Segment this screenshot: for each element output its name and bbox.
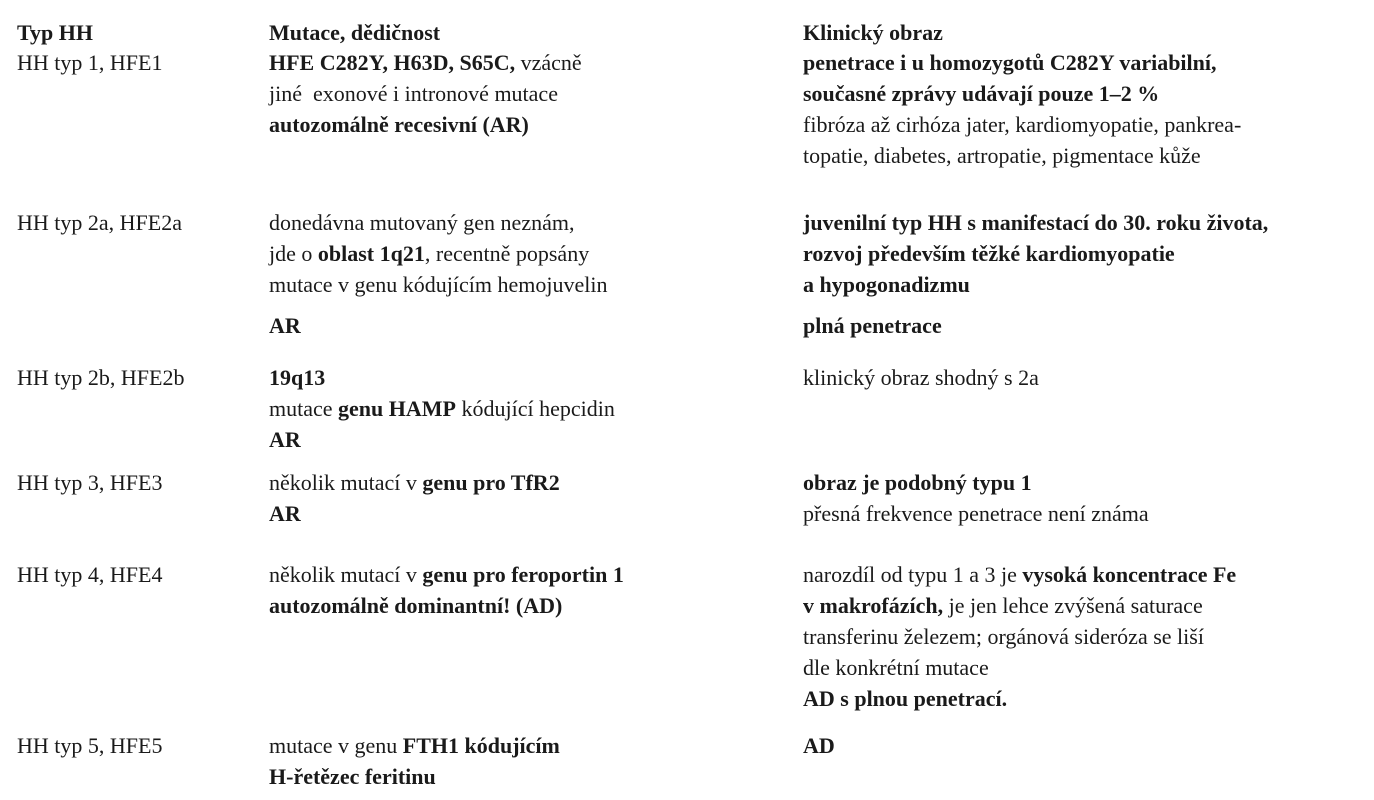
text-segment: AR <box>269 427 301 452</box>
text-segment: genu pro feroportin 1 <box>422 562 624 587</box>
text-segment: genu pro TfR2 <box>422 470 560 495</box>
row-type: HH typ 5, HFE5 <box>17 733 163 758</box>
row-mutation-line <box>269 269 607 300</box>
row-type: HH typ 3, HFE3 <box>17 470 163 495</box>
row-mutation <box>269 207 607 300</box>
row-clinical-line <box>803 730 835 761</box>
row-clinical-line <box>803 559 1236 590</box>
row-type: HH typ 2a, HFE2a <box>17 210 182 235</box>
text-segment: dle konkrétní mutace <box>803 655 989 680</box>
text-segment: genu HAMP <box>338 396 456 421</box>
row-clinical-line <box>803 269 1268 300</box>
row-mutation <box>269 467 560 529</box>
row-mutation <box>269 559 624 621</box>
text-segment: klinický obraz shodný s 2a <box>803 365 1039 390</box>
text-segment: mutace v genu <box>269 733 403 758</box>
text-segment: vysoká koncentrace Fe <box>1022 562 1237 587</box>
text-segment: současné zprávy udávají pouze 1–2 % <box>803 81 1160 106</box>
text-segment: AD s plnou penetrací. <box>803 686 1008 711</box>
text-segment: několik mutací v <box>269 562 423 587</box>
row-clinical-line <box>803 590 1236 621</box>
row-mutation <box>269 47 582 140</box>
row-clinical <box>803 47 1241 171</box>
text-segment: přesná frekvence penetrace není známa <box>803 501 1149 526</box>
text-segment: jiné exonové i intronové mutace <box>269 81 558 106</box>
text-segment: donedávna mutovaný gen neznám, <box>269 210 575 235</box>
text-segment: mutace <box>269 396 339 421</box>
header-mutation: Mutace, dědičnost <box>269 20 441 45</box>
row-clinical-line <box>803 498 1149 529</box>
row-mutation <box>269 362 615 455</box>
text-segment: autozomálně recesivní (AR) <box>269 112 529 137</box>
text-segment: , recentně popsány <box>424 241 590 266</box>
text-segment: v makrofázích, <box>803 593 944 618</box>
row-clinical <box>803 559 1236 714</box>
row-mutation-line <box>269 393 615 424</box>
row-clinical-line <box>803 47 1241 78</box>
row-mutation-extra <box>269 310 301 341</box>
text-segment: plná penetrace <box>803 313 942 338</box>
row-clinical <box>803 730 835 761</box>
row-mutation-line <box>269 498 560 529</box>
text-segment: HFE C282Y, H63D, S65C, <box>269 50 516 75</box>
row-mutation-line <box>269 467 560 498</box>
row-mutation-line <box>269 78 582 109</box>
text-segment: FTH1 kódujícím <box>402 733 560 758</box>
row-mutation-line <box>269 238 607 269</box>
text-segment: topatie, diabetes, artropatie, pigmentace kůže <box>803 143 1201 168</box>
text-segment: narozdíl od typu 1 a 3 je <box>803 562 1023 587</box>
text-segment: transferinu železem; orgánová sideróza se liší <box>803 624 1204 649</box>
text-segment: jde o <box>269 241 318 266</box>
row-mutation-line <box>269 362 615 393</box>
text-segment: několik mutací v <box>269 470 423 495</box>
row-mutation-extra-line <box>269 310 301 341</box>
row-mutation-line <box>269 47 582 78</box>
text-segment: 19q13 <box>269 365 326 390</box>
text-segment: juvenilní typ HH s manifestací do 30. roku života, <box>803 210 1269 235</box>
text-segment: vzácně <box>515 50 582 75</box>
row-mutation-line <box>269 424 615 455</box>
row-clinical-line <box>803 78 1241 109</box>
row-clinical-line <box>803 238 1268 269</box>
text-segment: penetrace i u homozygotů C282Y variabilní, <box>803 50 1217 75</box>
row-clinical <box>803 362 1039 393</box>
header-type: Typ HH <box>17 20 94 45</box>
text-segment: autozomálně dominantní! (AD) <box>269 593 563 618</box>
text-segment: obraz je podobný typu 1 <box>803 470 1032 495</box>
row-mutation-line <box>269 761 560 792</box>
text-segment: kódující hepcidin <box>455 396 615 421</box>
text-segment: AR <box>269 313 301 338</box>
row-clinical-line <box>803 621 1236 652</box>
row-mutation-line <box>269 559 624 590</box>
row-mutation-line <box>269 730 560 761</box>
row-clinical-line <box>803 362 1039 393</box>
text-segment: AD <box>803 733 835 758</box>
row-type: HH typ 4, HFE4 <box>17 562 163 587</box>
row-clinical-line <box>803 109 1241 140</box>
text-segment: je jen lehce zvýšená saturace <box>943 593 1203 618</box>
text-segment: AR <box>269 501 301 526</box>
row-type: HH typ 2b, HFE2b <box>17 365 185 390</box>
row-clinical-line <box>803 652 1236 683</box>
row-clinical-extra <box>803 310 942 341</box>
row-mutation-line <box>269 590 624 621</box>
row-clinical-line <box>803 467 1149 498</box>
row-mutation-line <box>269 109 582 140</box>
text-segment: mutace v genu kódujícím hemojuvelin <box>269 272 608 297</box>
row-clinical-line <box>803 683 1236 714</box>
row-type: HH typ 1, HFE1 <box>17 50 163 75</box>
row-clinical <box>803 207 1268 300</box>
row-mutation-line <box>269 207 607 238</box>
text-segment: oblast 1q21 <box>317 241 425 266</box>
row-clinical-line <box>803 207 1268 238</box>
text-segment: H-řetězec feritinu <box>269 764 436 789</box>
header-clinical: Klinický obraz <box>803 20 943 45</box>
row-clinical <box>803 467 1149 529</box>
text-segment: fibróza až cirhóza jater, kardiomyopatie, pankrea- <box>803 112 1242 137</box>
row-mutation <box>269 730 560 792</box>
row-clinical-extra-line <box>803 310 942 341</box>
row-clinical-line <box>803 140 1241 171</box>
text-segment: rozvoj především těžké kardiomyopatie <box>803 241 1175 266</box>
text-segment: a hypogonadizmu <box>803 272 970 297</box>
